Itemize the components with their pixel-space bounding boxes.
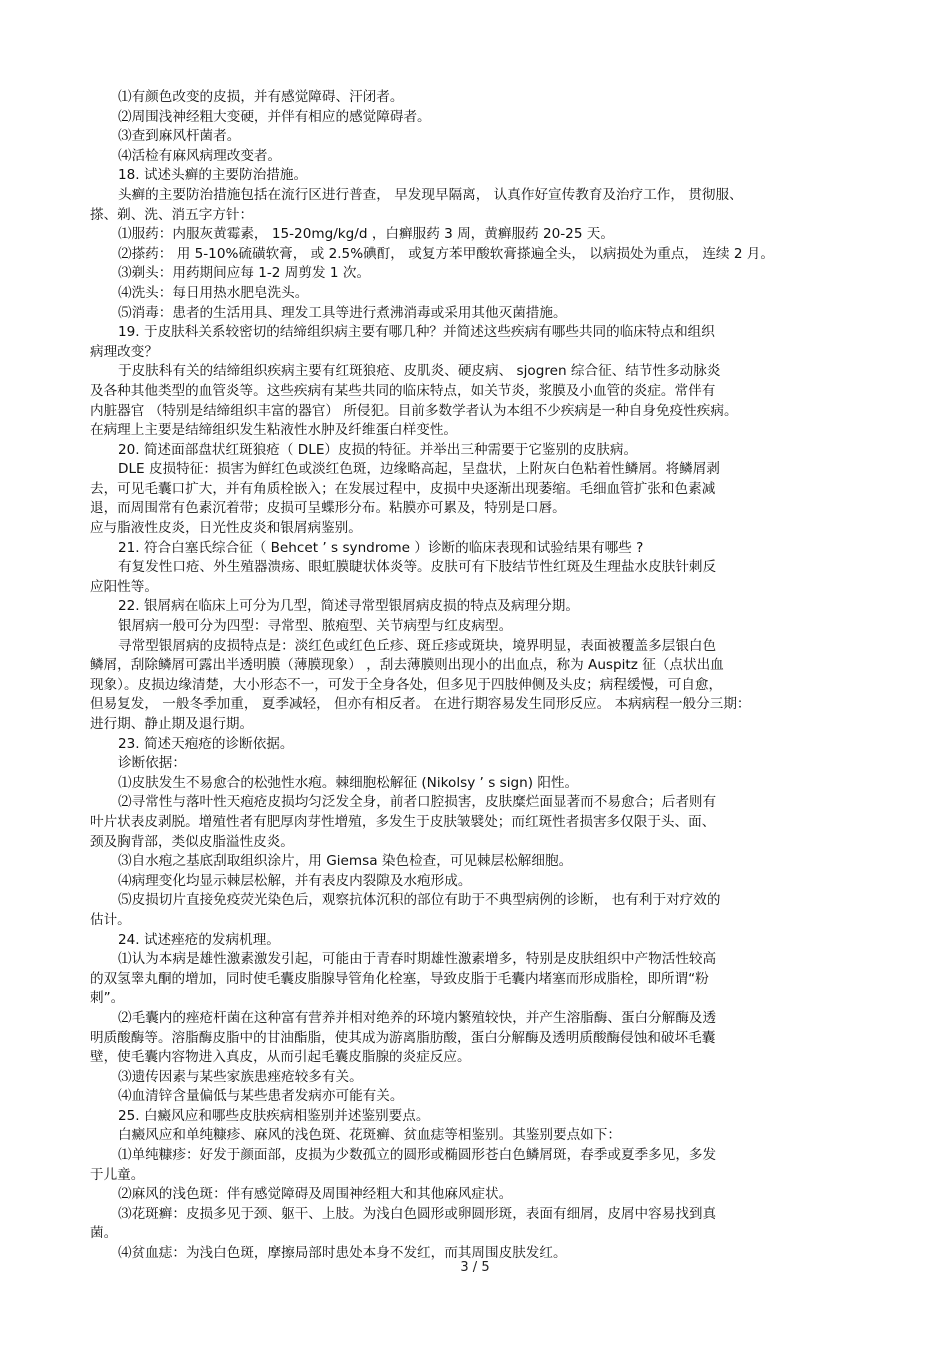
text-line: ⑷活检有麻风病理改变者。: [118, 147, 282, 164]
text-line: ⑷贫血痣：为浅白色斑，摩擦局部时患处本身不发红，而其周围皮肤发红。: [118, 1245, 567, 1262]
text-line: 24. 试述痤疮的发病机理。: [118, 931, 280, 948]
text-line: 估计。: [90, 911, 131, 928]
text-line: 及各种其他类型的血管炎等。这些疾病有某些共同的临床特点，如关节炎，浆膜及小血管的炎症。常伴有: [90, 382, 716, 399]
page-number: 3 / 5: [460, 1260, 490, 1275]
text-line: ⑴服药：内服灰黄霉素， 15-20mg/kg/d ，白癣服药 3 周，黄癣服药 20-25 天。: [118, 226, 614, 243]
text-line: ⑶剃头：用药期间应每 1-2 周剪发 1 次。: [118, 265, 371, 282]
text-line: 18. 试述头癣的主要防治措施。: [118, 167, 308, 184]
text-line: 应与脂液性皮炎，日光性皮炎和银屑病鉴别。: [90, 520, 362, 537]
text-line: DLE 皮损特征：损害为鲜红色或淡红色斑，边缘略高起，呈盘状，上附灰白色粘着性鳞屑。将鳞屑剥: [118, 461, 720, 478]
text-line: 内脏器官 （特别是结缔组织丰富的器官） 所侵犯。目前多数学者认为本组不少疾病是一种自身免疫性疾病。: [90, 402, 738, 419]
text-line: 应阳性等。: [90, 578, 158, 595]
text-line: 去，可见毛囊口扩大，并有角质栓嵌入；在发展过程中，皮损中央逐渐出现萎缩。毛细血管扩张和色素减: [90, 480, 716, 497]
text-line: 病理改变？: [90, 343, 158, 360]
text-line: ⑵搽药： 用 5-10%硫磺软膏， 或 2.5%碘酊， 或复方苯甲酸软膏搽遍全头， 以病损处为重点， 连续 2 月。: [118, 245, 774, 262]
text-line: 但易复发， 一般冬季加重， 夏季减轻， 但亦有相反者。 在进行期容易发生同形反应。 本病病程一般分三期：: [90, 696, 751, 713]
text-line: 颈及胸背部，类似皮脂溢性皮炎。: [90, 833, 294, 850]
text-line: 鳞屑，刮除鳞屑可露出半透明膜（薄膜现象） ，刮去薄膜则出现小的出血点，称为 Auspitz 征（点状出血: [90, 657, 724, 674]
text-line: ⑷血清锌含量偏低与某些患者发病亦可能有关。: [118, 1088, 404, 1105]
text-line: 于皮肤科有关的结缔组织疾病主要有红斑狼疮、皮肌炎、硬皮病、 sjogren 综合征、结节性多动脉炎: [118, 363, 721, 380]
text-line: 诊断依据：: [118, 755, 186, 772]
text-line: ⑵寻常性与落叶性天疱疮皮损均匀泛发全身，前者口腔损害，皮肤糜烂面显著而不易愈合；后者则有: [118, 794, 717, 811]
text-line: 有复发性口疮、外生殖器溃疡、眼虹膜睫状体炎等。皮肤可有下肢结节性红斑及生理盐水皮肤针刺反: [118, 559, 717, 576]
text-line: 21. 符合白塞氏综合征（ Behcet ’ s syndrome ）诊断的临床表现和试验结果有哪些 ?: [118, 539, 644, 556]
text-line: ⑸消毒：患者的生活用具、理发工具等进行煮沸消毒或采用其他灭菌措施。: [118, 304, 567, 321]
text-line: 20. 简述面部盘状红斑狼疮（ DLE）皮损的特征。并举出三种需要于它鉴别的皮肤病。: [118, 441, 638, 458]
text-line: ⑶自水疱之基底刮取组织涂片，用 Giemsa 染色检查，可见棘层松解细胞。: [118, 853, 573, 870]
text-line: 于儿童。: [90, 1166, 145, 1183]
text-line: ⑶查到麻风杆菌者。: [118, 128, 241, 145]
text-line: 25. 白癜风应和哪些皮肤疾病相鉴别并述鉴别要点。: [118, 1107, 430, 1124]
text-line: 壁，使毛囊内容物进入真皮，从而引起毛囊皮脂腺的炎症反应。: [90, 1049, 471, 1066]
text-line: ⑷洗头：每日用热水肥皂洗头。: [118, 284, 309, 301]
text-line: 进行期、静止期及退行期。: [90, 716, 254, 732]
text-line: 明质酸酶等。溶脂酶皮脂中的甘油酯脂，使其成为游离脂肪酸，蛋白分解酶及透明质酸酶侵蚀和破坏毛囊: [90, 1029, 716, 1046]
text-line: 白癜风应和单纯糠疹、麻风的浅色斑、花斑癣、贫血痣等相鉴别。其鉴别要点如下：: [118, 1127, 621, 1144]
text-line: 23. 简述天疱疮的诊断依据。: [118, 735, 294, 752]
text-line: ⑴认为本病是雄性激素激发引起，可能由于青春时期雄性激素增多，特别是皮肤组织中产物活性较高: [118, 951, 717, 968]
text-line: ⑵周围浅神经粗大变硬，并伴有相应的感觉障碍者。: [118, 108, 431, 125]
text-line: ⑵麻风的浅色斑：伴有感觉障碍及周围神经粗大和其他麻风症状。: [118, 1186, 513, 1203]
text-line: ⑴有颜色改变的皮损，并有感觉障碍、汗闭者。: [118, 89, 404, 105]
text-line: 的双氢睾丸酮的增加，同时使毛囊皮脂腺导管角化栓塞，导致皮脂于毛囊内堵塞而形成脂栓，即所谓“粉: [90, 970, 709, 987]
text-line: ⑴单纯糠疹：好发于颜面部，皮损为少数孤立的圆形或椭圆形苍白色鳞屑斑，春季或夏季多见，多发: [118, 1147, 717, 1164]
text-line: 在病理上主要是结缔组织发生粘液性水肿及纤维蛋白样变性。: [90, 422, 458, 439]
text-line: ⑵毛囊内的痤疮杆菌在这种富有营养并相对绝养的环境内繁殖较快，并产生溶脂酶、蛋白分解酶及透: [118, 1009, 717, 1026]
text-line: ⑶花斑癣：皮损多见于颈、躯干、上肢。为浅白色圆形或卵圆形斑，表面有细屑，皮屑中容易找到真: [118, 1205, 717, 1222]
text-line: 22. 银屑病在临床上可分为几型，简述寻常型银屑病皮损的特点及病理分期。: [118, 598, 579, 615]
text-line: ⑷病理变化均显示棘层松解，并有表皮内裂隙及水疱形成。: [118, 872, 472, 889]
text-line: 寻常型银屑病的皮损特点是：淡红色或红色丘疹、斑丘疹或斑块，境界明显，表面被覆盖多层银白色: [118, 637, 717, 654]
text-line: 银屑病一般可分为四型：寻常型、脓疱型、关节病型与红皮病型。: [118, 618, 513, 635]
text-line: 叶片状表皮剥脱。增殖性者有肥厚肉芽性增殖，多发生于皮肤皱襞处；而红斑性者损害多仅限于头、面、: [90, 813, 716, 830]
text-line: ⑴皮肤发生不易愈合的松弛性水疱。棘细胞松解征 (Nikolsy ’ s sign) 阳性。: [118, 774, 579, 791]
text-line: ⑶遗传因素与某些家族患痤疮较多有关。: [118, 1068, 363, 1085]
text-line: 现象）。皮损边缘清楚，大小形态不一，可发于全身各处，但多见于四肢伸侧及头皮；病程缓慢，可自愈，: [90, 676, 723, 693]
document-body: [90, 88, 870, 1264]
text-line: ⑸皮损切片直接免疫荧光染色后，观察抗体沉积的部位有助于不典型病例的诊断， 也有利于对疗效的: [118, 892, 721, 909]
text-line: 19. 于皮肤科关系较密切的结缔组织病主要有哪几种？并简述这些疾病有哪些共同的临床特点和组织: [118, 324, 715, 341]
text-line: 退，而周围常有色素沉着带；皮损可呈蝶形分布。粘膜亦可累及，特别是口唇。: [90, 500, 566, 517]
text-line: 菌。: [90, 1225, 118, 1242]
text-line: 刺”。: [90, 990, 125, 1007]
text-line: 搽、剃、洗、消五字方针：: [90, 206, 254, 223]
text-line: 头癣的主要防治措施包括在流行区进行普查， 早发现早隔离， 认真作好宣传教育及治疗工作， 贯彻服、: [118, 186, 743, 203]
